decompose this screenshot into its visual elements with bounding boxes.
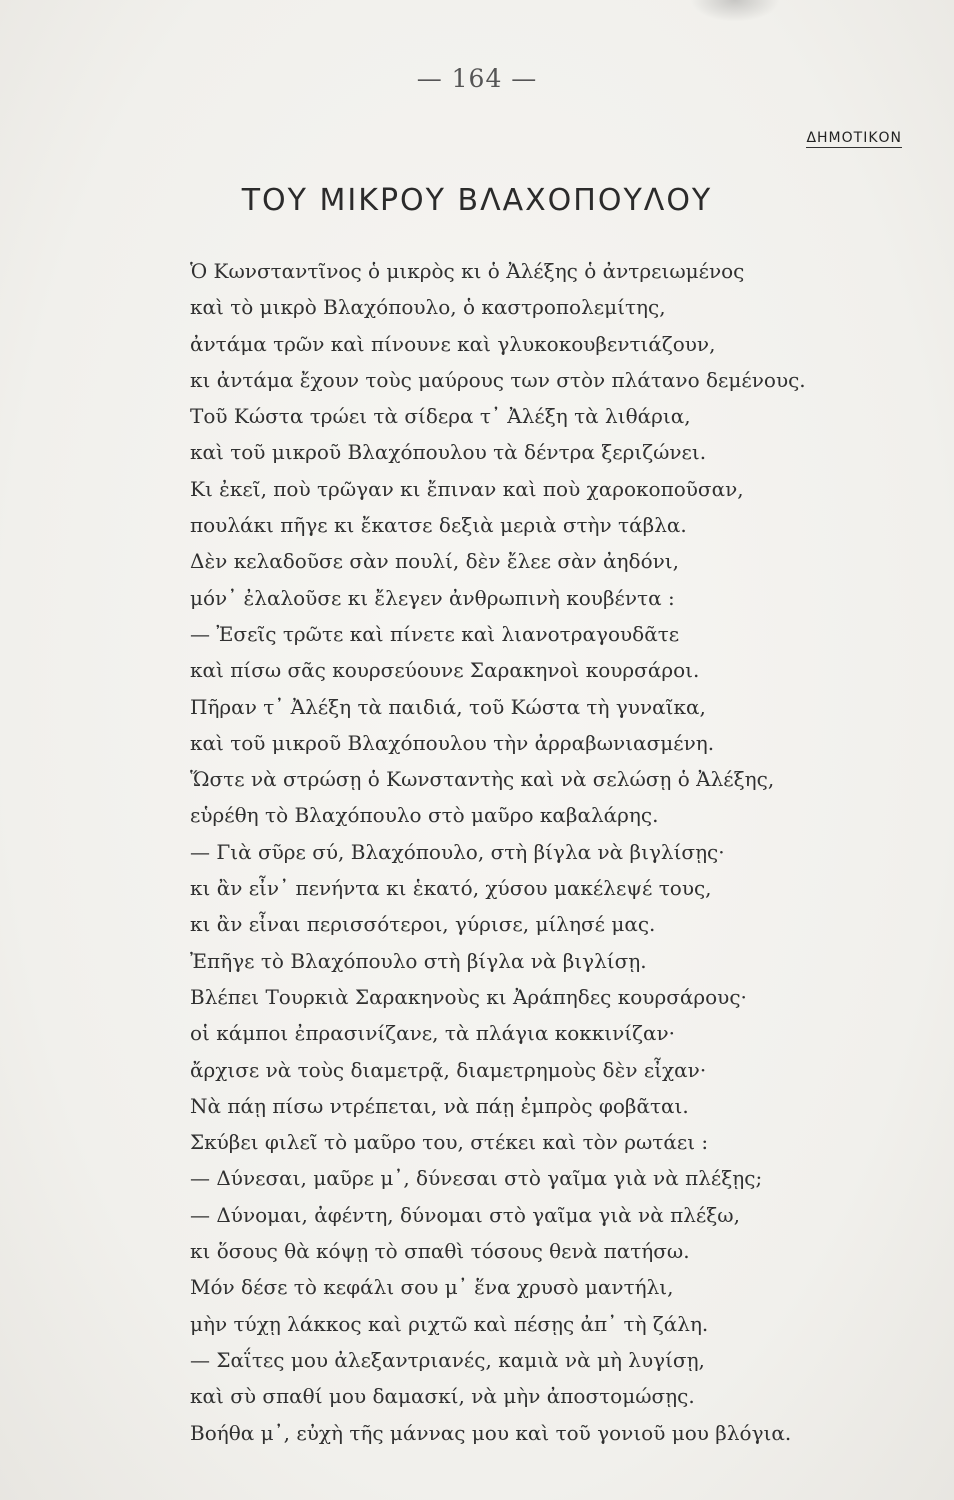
poem-line: — Γιὰ σῦρε σύ, Βλαχόπουλο, στὴ βίγλα νὰ βιγλίσῃς· [190,839,725,864]
poem-line: πουλάκι πῆγε κι ἔκατσε δεξιὰ μεριὰ στὴν τάβλα. [190,513,687,538]
scan-smudge [690,0,780,22]
poem-line: — Ἐσεῖς τρῶτε καὶ πίνετε καὶ λιανοτραγουδᾶτε [190,621,680,646]
poem-line: Πῆραν τ᾿ Ἀλέξη τὰ παιδιά, τοῦ Κώστα τὴ γυναῖκα, [190,694,706,719]
poem-line: Ἐπῆγε τὸ Βλαχόπουλο στὴ βίγλα νὰ βιγλίσῃ. [190,948,647,973]
poem-line: Τοῦ Κώστα τρώει τὰ σίδερα τ᾿ Ἀλέξη τὰ λιθάρια, [190,404,691,429]
poem-line: κι ἂν εἶν᾿ πενήντα κι ἑκατό, χύσου μακέλεψέ τους, [190,876,712,901]
page-number: — 164 — [416,64,538,93]
poem-line: Ὥστε νὰ στρώσῃ ὁ Κωνσταντὴς καὶ νὰ σελώσῃ ὁ Ἀλέξης, [190,767,775,792]
poem-line: οἱ κάμποι ἐπρασινίζανε, τὰ πλάγια κοκκινίζαν· [190,1021,675,1046]
poem-line: μὴν τύχῃ λάκκος καὶ ριχτῶ καὶ πέσῃς ἀπ᾿ τὴ ζάλη. [190,1311,709,1336]
poem-line: κι ἀντάμα ἔχουν τοὺς μαύρους των στὸν πλάτανο δεμένους. [190,367,806,392]
poem-line: καὶ σὺ σπαθί μου δαμασκί, νὰ μὴν ἀποστομώσῃς. [190,1384,695,1409]
poem-line: καὶ τοῦ μικροῦ Βλαχόπουλου τὴν ἀρραβωνιασμένη. [190,730,715,755]
poem-line: Μόν δέσε τὸ κεφάλι σου μ᾿ ἕνα χρυσὸ μαντήλι, [190,1275,674,1300]
poem-line: — Δύνομαι, ἀφέντη, δύνομαι στὸ γαῖμα γιὰ νὰ πλέξω, [190,1202,740,1227]
poem-line: καὶ τοῦ μικροῦ Βλαχόπουλου τὰ δέντρα ξεριζώνει. [190,440,707,465]
poem-line: Ὁ Κωνσταντῖνος ὁ μικρὸς κι ὁ Ἀλέξης ὁ ἀντρειωμένος [190,259,745,283]
poem-line: καὶ τὸ μικρὸ Βλαχόπουλο, ὁ καστροπολεμίτης, [190,295,666,320]
poem-line: εὑρέθη τὸ Βλαχόπουλο στὸ μαῦρο καβαλάρης. [190,803,659,828]
poem-line: Κι ἐκεῖ, ποὺ τρῶγαν κι ἔπιναν καὶ ποὺ χαροκοποῦσαν, [190,476,744,501]
poem-line: — Δύνεσαι, μαῦρε μ᾿, δύνεσαι στὸ γαῖμα γιὰ νὰ πλέξῃς; [190,1166,763,1191]
section-label: ΔΗΜΟΤΙΚΟΝ [806,130,902,146]
poem-line: μόν᾿ ἐλαλοῦσε κι ἔλεγεν ἀνθρωπινὴ κουβέντα : [190,585,675,610]
poem-line: Σκύβει φιλεῖ τὸ μαῦρο του, στέκει καὶ τὸν ρωτάει : [190,1130,709,1155]
poem-line: Βοήθα μ᾿, εὐχὴ τῆς μάννας μου καὶ τοῦ γονιοῦ μου βλόγια. [190,1420,792,1445]
poem-line: κι ἂν εἶναι περισσότεροι, γύρισε, μίλησέ μας. [190,912,656,937]
poem-line: καὶ πίσω σᾶς κουρσεύουνε Σαρακηνοὶ κουρσάροι. [190,658,700,683]
poem-line: ἄρχισε νὰ τοὺς διαμετρᾷ, διαμετρημοὺς δὲν εἶχαν· [190,1057,707,1082]
poem-line: Δὲν κελαδοῦσε σὰν πουλί, δὲν ἔλεε σὰν ἀηδόνι, [190,549,679,574]
poem-line: — Σαΐτες μου ἀλεξαντριανές, καμιὰ νὰ μὴ λυγίσῃ, [190,1347,705,1372]
poem-line: κι ὅσους θὰ κόψῃ τὸ σπαθὶ τόσους θενὰ πατήσω. [190,1239,690,1264]
poem-line: ἀντάμα τρῶν καὶ πίνουνε καὶ γλυκοκουβεντιάζουν, [190,331,716,356]
poem-body [190,253,910,1451]
poem-title: ΤΟΥ ΜΙΚΡΟΥ ΒΛΑΧΟΠΟΥΛΟΥ [241,183,713,218]
poem-line: Νὰ πάῃ πίσω ντρέπεται, νὰ πάῃ ἐμπρὸς φοβᾶται. [190,1093,689,1118]
poem-line: Βλέπει Τουρκιὰ Σαρακηνοὺς κι Ἀράπηδες κουρσάρους· [190,984,747,1009]
